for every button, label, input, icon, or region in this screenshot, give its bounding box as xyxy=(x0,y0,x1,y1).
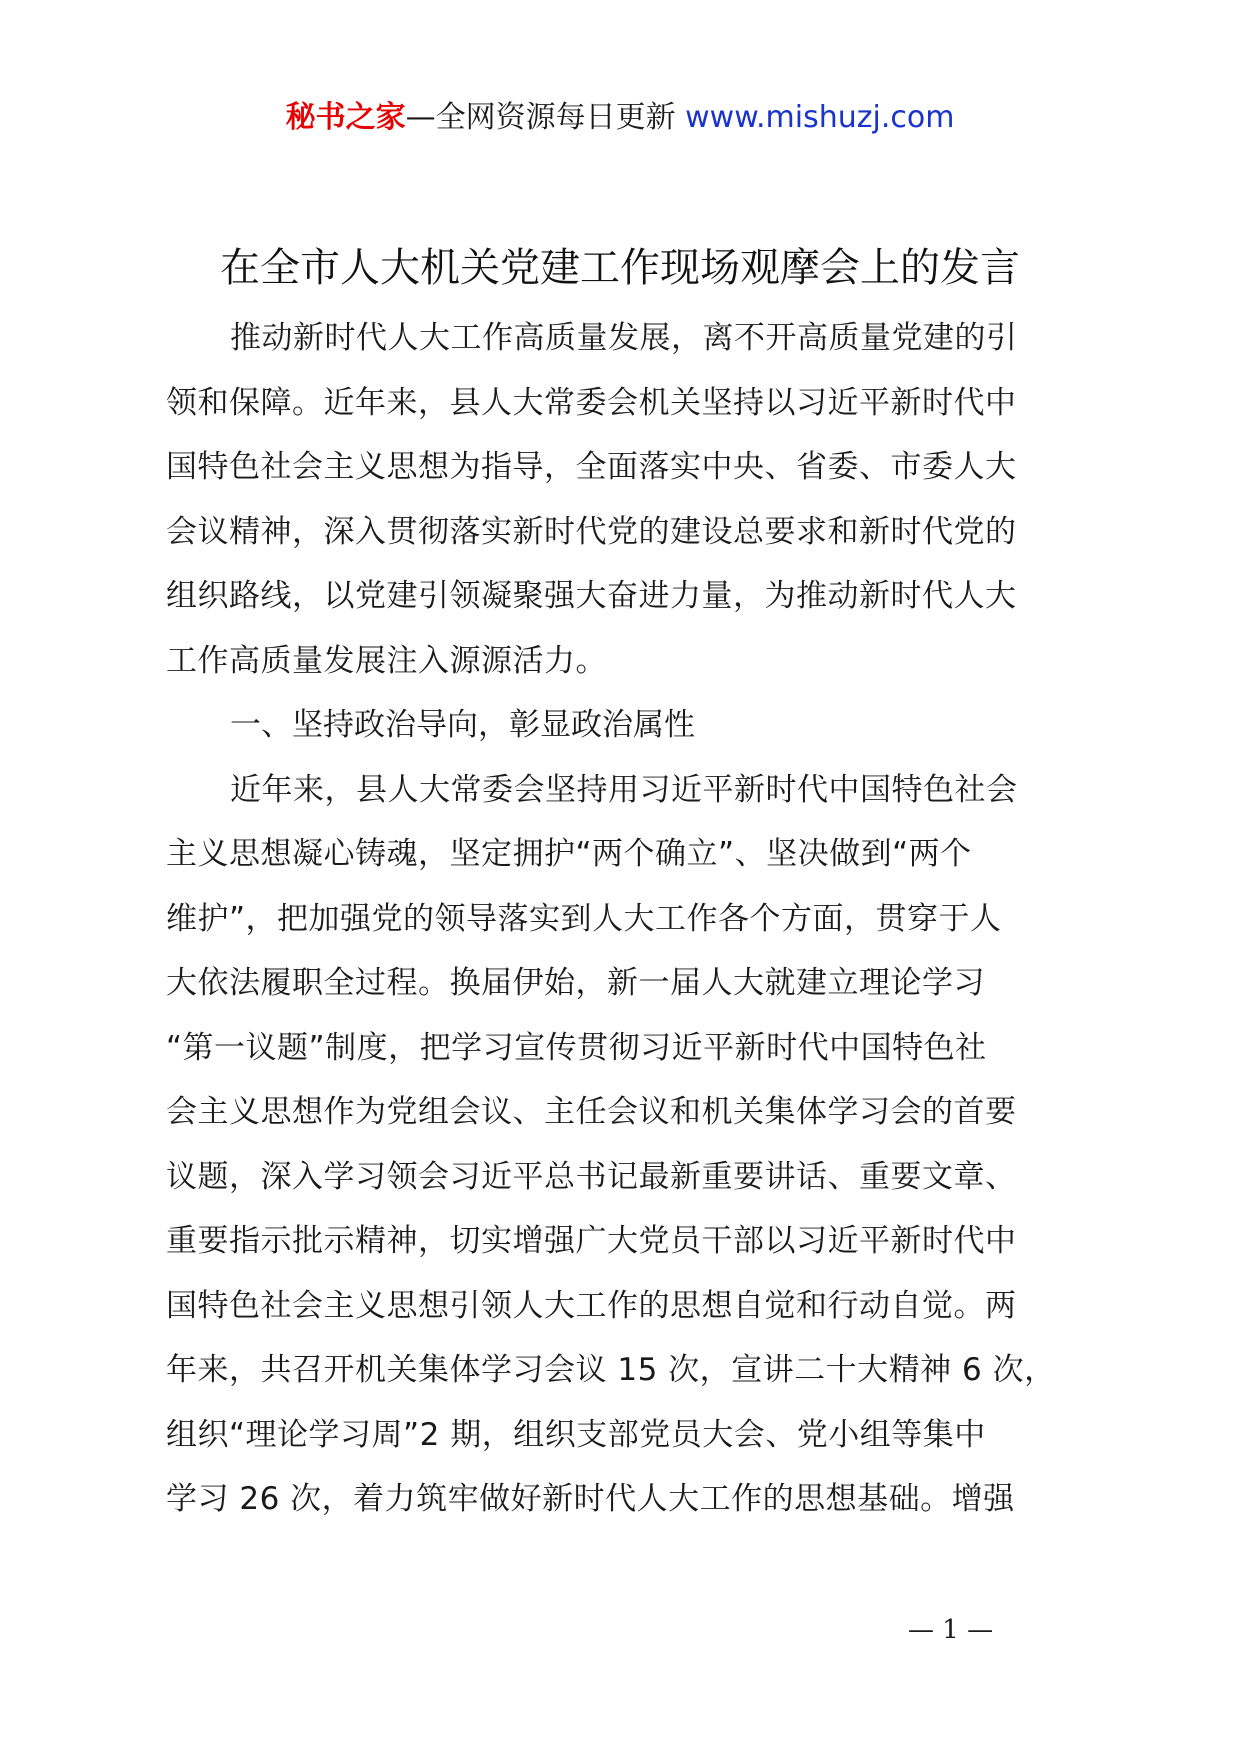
text-line: 大依法履职全过程。换届伊始，新一届人大就建立理论学习 xyxy=(166,965,985,1001)
text-line: 会议精神，深入贯彻落实新时代党的建设总要求和新时代党的 xyxy=(166,513,1017,550)
text-line: 维护”，把加强党的领导落实到人大工作各个方面，贯穿于人 xyxy=(166,900,1002,937)
site-banner xyxy=(0,98,1240,138)
text-line: 会主义思想作为党组会议、主任会议和机关集体学习会的首要 xyxy=(166,1094,1017,1130)
text-line: 推动新时代人大工作高质量发展，离不开高质量党建的引 xyxy=(230,320,1018,356)
text-line: 工作高质量发展注入源源活力。 xyxy=(166,642,607,679)
text-line: 重要指示批示精神，切实增强广大党员干部以习近平新时代中 xyxy=(166,1223,1017,1259)
text-line: 组织“理论学习周”2 期，组织支部党员大会、党小组等集中 xyxy=(166,1416,986,1453)
text-line: 国特色社会主义思想引领人大工作的思想自觉和行动自觉。两 xyxy=(166,1287,1017,1324)
text-line: 议题，深入学习领会习近平总书记最新重要讲话、重要文章、 xyxy=(166,1158,1017,1195)
text-line: 学习 26 次，着力筑牢做好新时代人大工作的思想基础。增强 xyxy=(166,1481,1015,1517)
text-line: 领和保障。近年来，县人大常委会机关坚持以习近平新时代中 xyxy=(166,384,1017,421)
text-line: 国特色社会主义思想为指导，全面落实中央、省委、市委人大 xyxy=(166,449,1017,485)
document-title: 在全市人大机关党建工作现场观摩会上的发言 xyxy=(220,245,1020,291)
intro-paragraph xyxy=(166,306,1086,693)
section-paragraph xyxy=(166,758,1086,1532)
section-heading: 一、坚持政治导向，彰显政治属性 xyxy=(230,707,695,743)
text-line: 近年来，县人大常委会坚持用习近平新时代中国特色社会 xyxy=(230,771,1018,808)
brand-name: 秘书之家 xyxy=(285,100,406,135)
text-line: 主义思想凝心铸魂，坚定拥护“两个确立”、坚决做到“两个 xyxy=(166,836,972,872)
text-line: 组织路线，以党建引领凝聚强大奋进力量，为推动新时代人大 xyxy=(166,578,1017,614)
document-body xyxy=(166,306,1086,1532)
text-line: 年来，共召开机关集体学习会议 15 次，宣讲二十大精神 6 次， xyxy=(166,1352,1056,1388)
site-url[interactable]: www.mishuzj.com xyxy=(685,100,955,135)
page-number: — 1 — xyxy=(908,1615,994,1645)
text-line: “第一议题”制度，把学习宣传贯彻习近平新时代中国特色社 xyxy=(166,1029,987,1066)
banner-slogan: —全网资源每日更新 xyxy=(405,100,676,135)
